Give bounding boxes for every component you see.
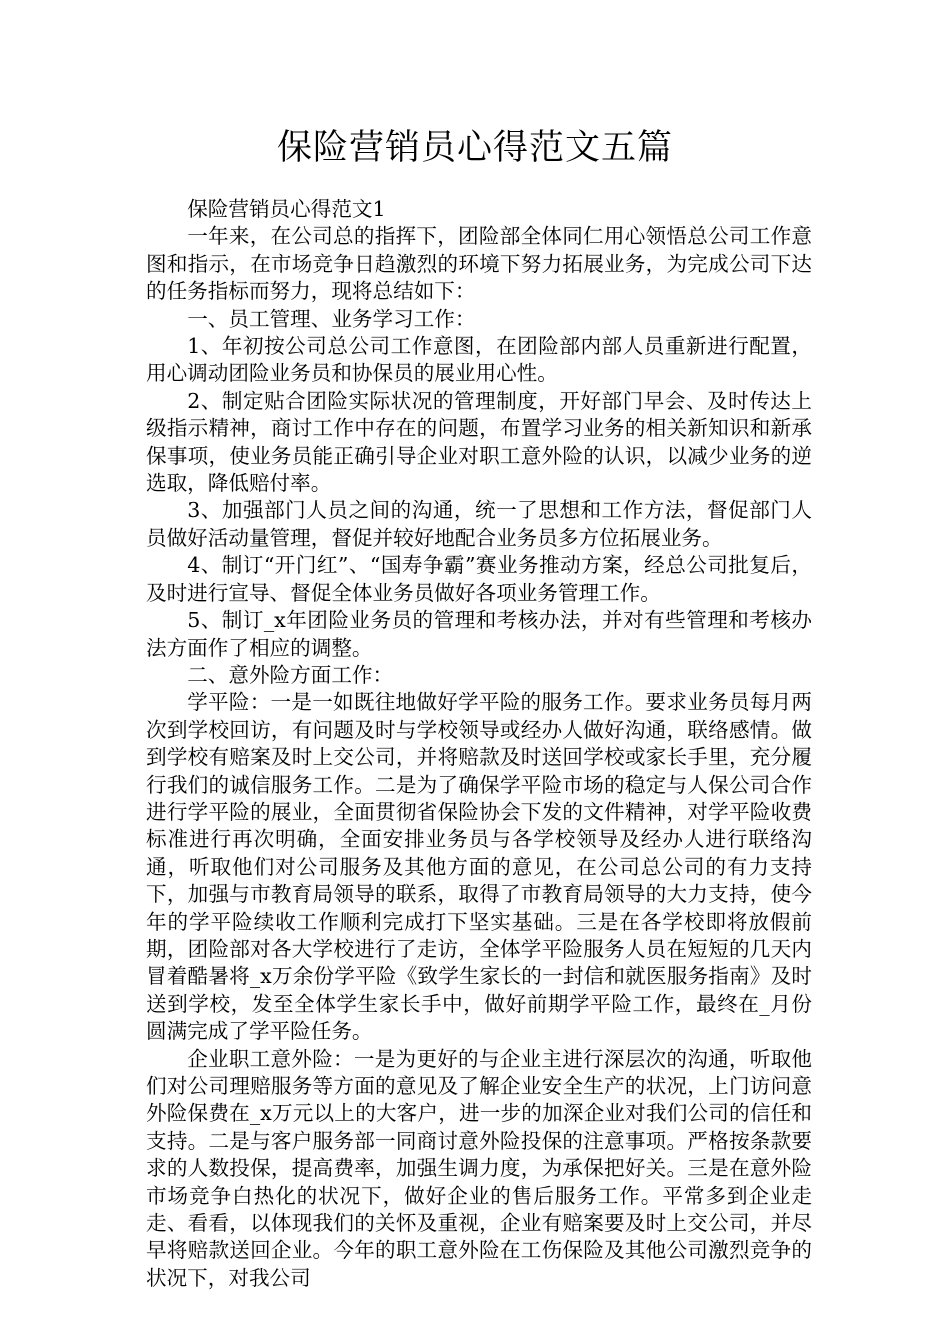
document-title: 保险营销员心得范文五篇 xyxy=(276,128,673,168)
paragraph: 1、年初按公司总公司工作意图，在团险部内部人员重新进行配置，用心调动团险业务员和协保员的展业用心性。 xyxy=(146,334,812,386)
paragraph: 企业职工意外险：一是为更好的与企业主进行深层次的沟通，听取他们对公司理赔服务等方面的意见及了解企业安全生产的状况，上门访问意外险保费在_x万元以上的大客户，进一步的加深企业对我们公司的信任和支持。二是与客户服务部一同商讨意外险投保的注意事项。严格按条款要求的人数投保，提高费率，加强生调力度，为承保把好关。三是在意外险市场竞争白热化的状况下，做好企业的售后服务工作。平常多到企业走走、看看，以体现我们的关怀及重视，企业有赔案要及时上交公司，并尽早将赔款送回企业。今年的职工意外险在工伤保险及其他公司激烈竞争的状况下，对我公司 xyxy=(146,1046,812,1290)
section-heading: 二、意外险方面工作： xyxy=(187,662,394,687)
paragraph: 4、制订“开门红”、“国寿争霸”赛业务推动方案，经总公司批复后，及时进行宣导、督促全体业务员做好各项业务管理工作。 xyxy=(146,553,812,605)
document-body xyxy=(146,196,812,1292)
paragraph: 2、制定贴合团险实际状况的管理制度，开好部门早会、及时传达上级指示精神，商讨工作中存在的问题，布置学习业务的相关新知识和新承保事项，使业务员能正确引导企业对职工意外险的认识，以减少业务的逆选取，降低赔付率。 xyxy=(146,388,812,496)
paragraph: 学平险：一是一如既往地做好学平险的服务工作。要求业务员每月两次到学校回访，有问题及时与学校领导或经办人做好沟通，联络感情。做到学校有赔案及时上交公司，并将赔款及时送回学校或家长手里，充分履行我们的诚信服务工作。二是为了确保学平险市场的稳定与人保公司合作进行学平险的展业，全面贯彻省保险协会下发的文件精神，对学平险收费标准进行再次明确，全面安排业务员与各学校领导及经办人进行联络沟通，听取他们对公司服务及其他方面的意见，在公司总公司的有力支持下，加强与市教育局领导的联系，取得了市教育局领导的大力支持，使今年的学平险续收工作顺利完成打下坚实基础。三是在各学校即将放假前期，团险部对各大学校进行了走访，全体学平险服务人员在短短的几天内冒着酷暑将_x万余份学平险《致学生家长的一封信和就医服务指南》及时送到学校，发至全体学生家长手中，做好前期学平险工作，最终在_月份圆满完成了学平险任务。 xyxy=(146,690,812,1044)
section-heading: 一、员工管理、业务学习工作： xyxy=(187,306,476,331)
paragraph: 5、制订_x年团险业务员的管理和考核办法，并对有些管理和考核办法方面作了相应的调整。 xyxy=(146,608,812,660)
paragraph: 一年来，在公司总的指挥下，团险部全体同仁用心领悟总公司工作意图和指示，在市场竞争日趋激烈的环境下努力拓展业务，为完成公司下达的任务指标而努力，现将总结如下： xyxy=(146,224,812,304)
section-heading: 保险营销员心得范文1 xyxy=(187,197,386,221)
paragraph: 3、加强部门人员之间的沟通，统一了思想和工作方法，督促部门人员做好活动量管理，督促并较好地配合业务员多方位拓展业务。 xyxy=(146,498,812,550)
